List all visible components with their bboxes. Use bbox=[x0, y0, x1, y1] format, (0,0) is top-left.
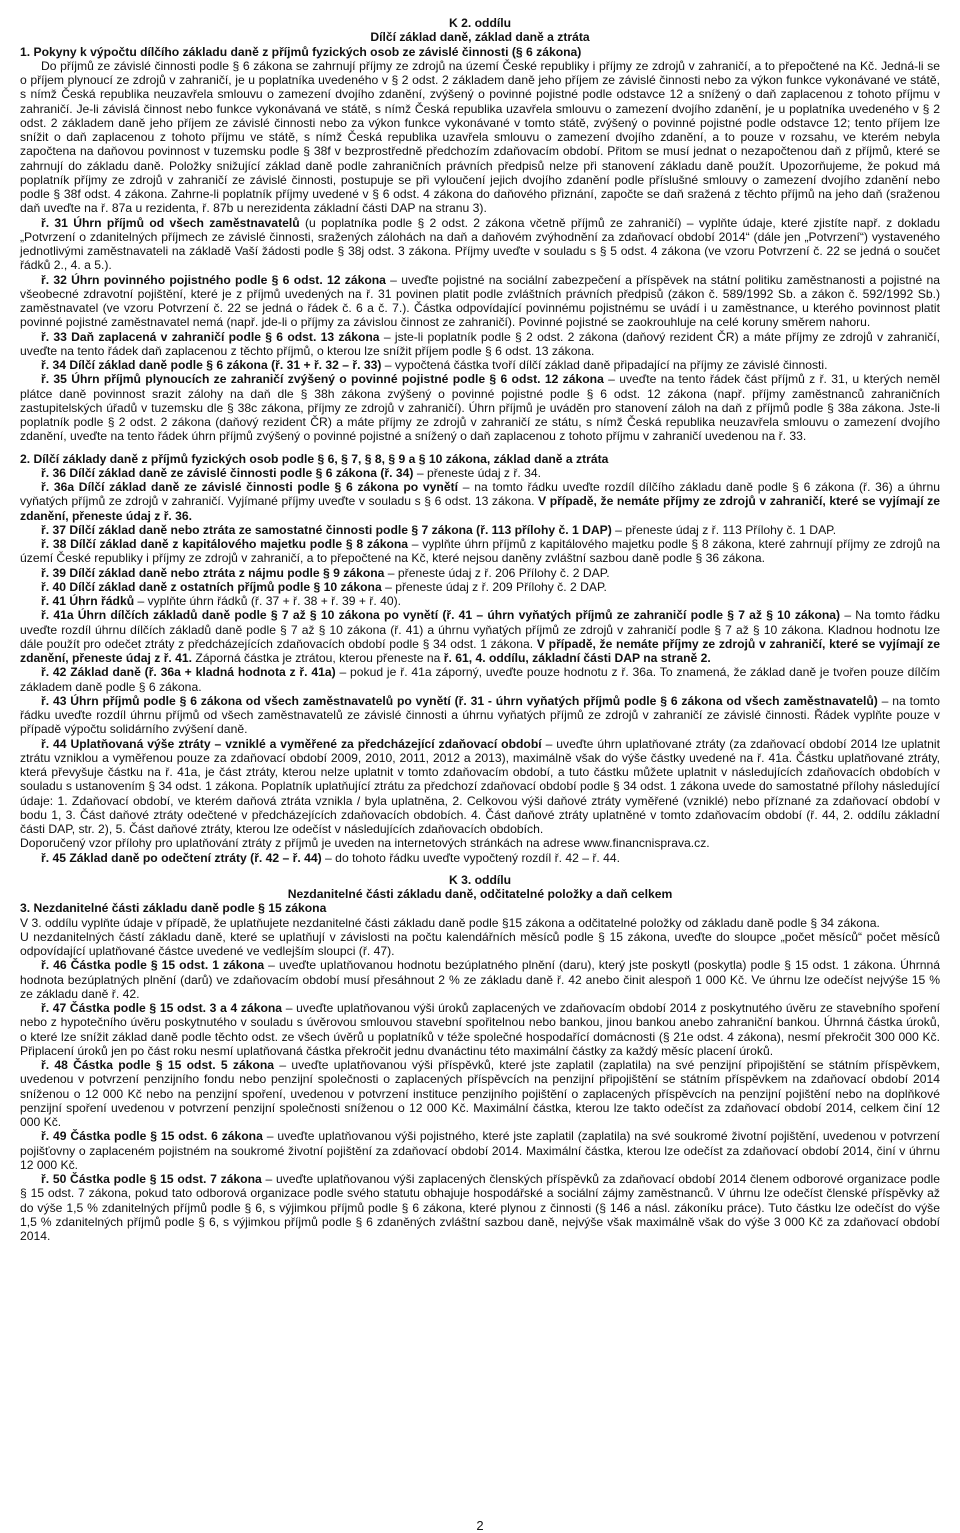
row-37-instruction bbox=[20, 523, 940, 537]
row-32-label: ř. 32 Úhrn povinného pojistného podle § 6 odst. 12 zákona bbox=[41, 272, 386, 287]
row-42-text: – pokud je ř. 41a záporný, uveďte pouze hodnotu z ř. 36a. To znamená, že základ daně je tvořen pouze dílčím základem daně podle § 6 zákona. bbox=[20, 665, 941, 694]
row-43-label: ř. 43 Úhrn příjmů podle § 6 zákona od všech zaměstnavatelů po vynětí (ř. 31 - úhrn vyňatých příjmů podle § 6 zákona od všech zaměstnavatelů) bbox=[41, 693, 878, 708]
row-41a-instruction bbox=[20, 608, 940, 665]
section-heading-k3: K 3. oddílu bbox=[448, 872, 512, 887]
row-45-label: ř. 45 Základ daně po odečtení ztráty (ř. 42 – ř. 44) bbox=[41, 850, 322, 865]
row-36a-instruction bbox=[20, 480, 940, 523]
row-37-text: – přeneste údaj z ř. 113 Přílohy č. 1 DAP. bbox=[611, 522, 837, 537]
row-37-label: ř. 37 Dílčí základ daně nebo ztráta ze samostatné činnosti podle § 7 zákona (ř. 113 přílohy č. 1 DAP) bbox=[41, 522, 612, 537]
row-48-text: – uveďte uplatňovanou výši příspěvků, které jste zaplatil (zaplatila) na své penzijní připojištění se státním příspěvkem, uvedenou v potvrzení penzijního fondu nebo penzijní společnosti o zaplacených příspěvcích na penzijní připojištění se státním příspěvkem na zdaňovací období 2014 sníženou o 12 000 Kč nebo na penzijní spoření, uvedenou v potvrzení instituce penzijního pojištění o zaplacených příspěvcích na penzijní pojištění nebo na doplňkové penzijní spoření uvedenou v potvrzení penzijní společnosti sníženou o 12 000 Kč. Maximální částka, kterou lze takto odečíst za zdaňovací období 2014, celkem činí 12 000 Kč. bbox=[20, 1058, 940, 1129]
row-45-instruction bbox=[20, 851, 940, 865]
row-31-text: (u poplatníka podle § 2 odst. 2 zákona včetně příjmů ze zahraničí) – vyplňte údaje, které zjistíte např. z dokladu „Potvrzení o zdanitelných příjmech ze závislé činnosti, sražených zálohách na daň a daňovém zvýhodnění za zdaňovací období 2014“ (dále jen „Potvrzení“) vystaveného jednotlivými zaměstnavateli na základě Vaší žádosti podle § 38j odst. 3 zákona. Příjmy uveďte v souladu s § 5 odst. 4 zákona (ve vzoru Potvrzení č. 22 se jedná o součet řádků 2., 4. a 5.). bbox=[20, 215, 940, 273]
row-46-label: ř. 46 Částka podle § 15 odst. 1 zákona bbox=[41, 958, 265, 973]
section-subheading-k2: Dílčí základ daně, základ daně a ztráta bbox=[370, 30, 590, 45]
row-36a-note: V případě, že nemáte příjmy ze zdrojů v zahraničí, které se vyjímají ze zdanění, přeneste údaj z ř. 36. bbox=[20, 494, 940, 523]
row-34-text: – vypočtená částka tvoří dílčí základ daně připadající na příjmy ze závislé činnosti. bbox=[381, 358, 828, 372]
row-50-label: ř. 50 Částka podle § 15 odst. 7 zákona bbox=[41, 1172, 262, 1186]
row-35-label: ř. 35 Úhrn příjmů plynoucích ze zahraničí zvýšený o povinné pojistné podle § 6 odst. 12 zákona bbox=[41, 372, 604, 387]
row-47-instruction bbox=[20, 1001, 940, 1058]
row-42-instruction bbox=[20, 665, 940, 694]
section-subheading-k3: Nezdanitelné části základu daně, odčitatelné položky a daň celkem bbox=[287, 887, 673, 901]
row-32-text: – uveďte pojistné na sociální zabezpečení a příspěvek na státní politiku zaměstnanosti a pojistné na všeobecné zdravotní pojištění, které je z příjmů uvedených na ř. 31 povinen platit podle zvláštních právních předpisů (zákon č. 589/1992 Sb. a zákon č. 592/1992 Sb.) zaměstnavatel (ve vzoru Potvrzení č. 22 se jedná o řádek č. 6 a č. 7.). Částka odpovídající povinnému pojistnému se uvádí i u zaměstnance, u kterého povinnost platit povinné pojistné zaměstnavatel nemá (např. jde-li o příjmy za závislou činnost ze zahraničí). Povinné pojistné se zaokrouhluje na celé koruny směrem nahoru. bbox=[20, 272, 940, 330]
row-36-instruction bbox=[20, 466, 940, 480]
page-number: 2 bbox=[476, 1518, 484, 1533]
row-35-instruction bbox=[20, 372, 940, 443]
row-44-instruction bbox=[20, 737, 940, 837]
row-41a-note: V případě, že nemáte příjmy ze zdrojů v zahraničí, které se vyjímají ze zdanění, přeneste údaj z ř. 41. bbox=[20, 636, 941, 665]
row-40-text: – přeneste údaj z ř. 209 Přílohy č. 2 DAP. bbox=[381, 579, 607, 594]
subsection-title-3: 3. Nezdanitelné části základu daně podle § 15 zákona bbox=[20, 901, 327, 916]
paragraph-k3-months: U nezdanitelných částí základu daně, které se uplatňují v závislosti na počtu kalendářních měsíců podle § 15 zákona, uveďte do sloupce „počet měsíců“ počet měsíců odpovídající uplatňované částce uvedené ve vedlejším sloupci (ř. 47). bbox=[20, 929, 940, 958]
subsection-title-1: 1. Pokyny k výpočtu dílčího základu daně z příjmů fyzických osob ze závislé činnosti (§ 6 zákona) bbox=[20, 44, 582, 59]
row-41a-label: ř. 41a Úhrn dílčích základů daně podle § 7 až § 10 zákona po vynětí (ř. 41 – úhrn vyňatých příjmů ze zahraničí podle § 7 až § 10 zákona) bbox=[41, 608, 841, 623]
paragraph-k3-intro: V 3. oddílu vyplňte údaje v případě, že uplatňujete nezdanitelné části základu daně podle §15 zákona a odčitatelné položky od základu daně podle § 34 zákona. bbox=[20, 915, 880, 930]
row-45-text: – do tohoto řádku uveďte vypočtený rozdíl ř. 42 – ř. 44. bbox=[321, 850, 621, 865]
row-33-label: ř. 33 Daň zaplacená v zahraničí podle § 6 odst. 13 zákona bbox=[41, 329, 380, 344]
row-49-label: ř. 49 Částka podle § 15 odst. 6 zákona bbox=[41, 1129, 263, 1144]
row-49-instruction bbox=[20, 1129, 940, 1172]
row-50-instruction bbox=[20, 1172, 940, 1243]
row-49-text: – uveďte uplatňovanou výši pojistného, které jste zaplatil (zaplatila) na své soukromé životní pojištění, uvedenou v potvrzení pojišťovny o zaplaceném pojistném na soukromé životní pojištění za zdaňovací období 2014. Maximální částka, kterou lze odečíst za zdaňovací období 2014, činí v úhrnu 12 000 Kč. bbox=[20, 1129, 940, 1172]
row-39-label: ř. 39 Dílčí základ daně nebo ztráta z nájmu podle § 9 zákona bbox=[41, 565, 385, 580]
row-48-instruction bbox=[20, 1058, 940, 1129]
row-46-text: – uveďte uplatňovanou hodnotu bezúplatného plnění (daru), který jste poskytl (poskytla) podle § 15 odst. 1 zákona. Úhrnná hodnota bezúplatných plnění (darů) ve zdaňovacím období musí přesáhnout 2 % ze základu daně ř. 42 anebo činit alespoň 1 000 Kč. Ve úhrnu lze odečíst nejvýše 15 % ze základu daně ř. 42. bbox=[20, 958, 941, 1001]
row-38-text: – vyplňte úhrn příjmů z kapitálového majetku podle § 8 zákona, které zahrnují příjmy ze zdrojů na území České republiky i příjmy ze zdrojů v zahraničí, a to přepočtené na Kč, které nejsou daněny zvláštní sazbou daně podle § 36 zákona. bbox=[20, 537, 940, 566]
row-34-instruction bbox=[20, 358, 940, 372]
row-31-instruction bbox=[20, 216, 940, 273]
row-50-text: – uveďte uplatňovanou výši zaplacených členských příspěvků za zdaňovací období 2014 členem odborové organizace podle § 15 odst. 7 zákona, pokud tato odborová organizace podle svého statutu obhajuje hospodářské a sociální zájmy zaměstnanců. V úhrnu lze odečíst členské příspěvky až do výše 1,5 % zdanitelných příjmů podle § 6, s výjimkou příjmů podle § 6 zákona, které plynou z činnosti (§ 146 a násl. zákoníku práce). Tuto částku lze odečíst do výše 1,5 % zdanitelných příjmů podle § 6, s výjimkou příjmů podle § 6 zdaněných zvláštní sazbou daně, nejvýše však maximálně však do výše 3 000 Kč za zdaňovací období 2014. bbox=[20, 1172, 940, 1243]
row-38-label: ř. 38 Dílčí základ daně z kapitálového majetku podle § 8 zákona bbox=[41, 537, 409, 551]
row-41-label: ř. 41 Úhrn řádků bbox=[41, 594, 135, 608]
row-36-text: – přeneste údaj z ř. 34. bbox=[413, 465, 542, 480]
row-43-text: – na tomto řádku uveďte rozdíl úhrnu příjmů od všech zaměstnavatelů ze závislé činnosti a úhrnu vyňatých příjmů ze zdrojů v zahraničí ze závislé činnosti. Řádek vyplňte pouze v případě výpočtu solidárního zvýšení daně. bbox=[20, 693, 940, 737]
row-41a-note-2: ř. 61, 4. oddílu, základní části DAP na straně 2. bbox=[443, 651, 711, 665]
row-36a-label: ř. 36a Dílčí základ daně ze závislé činnosti podle § 6 zákona po vynětí bbox=[41, 480, 459, 494]
row-39-text: – přeneste údaj z ř. 206 Přílohy č. 2 DAP. bbox=[384, 565, 610, 580]
row-31-label: ř. 31 Úhrn příjmů od všech zaměstnavatelů bbox=[41, 215, 300, 230]
paragraph-income-intro: Do příjmů ze závislé činnosti podle § 6 zákona se zahrnují příjmy ze zdrojů na území České republiky i příjmy ze zdrojů v zahraničí, a to přepočtené na Kč. Jedná-li se o příjem plynoucí ze zdrojů v zahraničí, je u poplatníka uvedeného v § 2 odst. 2 základem daně jeho příjem ze závislé činnosti nebo za výkon funkce vykonávané ve státě, s nímž Česká republika neuzavřela smlouvu o zamezení dvojího zdanění, zvýšený o povinné pojistné podle odstavce 12 a snížený o daň zaplacenou z tohoto příjmu v zahraničí. Je-li závislá činnost nebo funkce vykonávaná ve státě, s nímž Česká republika uzavřela smlouvu o zamezení dvojího zdanění, je u poplatníka uvedeného v § 2 odst. 2 základem daně jeho příjem ze závislé činnosti nebo za výkon funkce vykonávané v tomto státě, zvýšený o povinné pojistné podle odstavce 12; tento příjem lze snížit o daň zaplacenou z tohoto příjmu ve státě, s nímž Česká republika uzavřela smlouvu o zamezení dvojího zdanění, a to pouze v rozsahu, ve kterém nebyla započtena na daňovou povinnost v tuzemsku podle § 38f v bezprostředně předchozím zdaňovacím období. Přitom se musí jednat o nezapočtenou daň z příjmů, které se zahrnují do základu daně. Položky snižující základ daně podle zahraničních právních předpisů nelze při stanovení základu daně použít. Upozorňujeme, že pokud má poplatník příjmy ze zdrojů v zahraničí ze závislé činnosti, postupuje se při vyloučení jejich dvojího zdanění podle příslušné smlouvy o zamezení dvojího zdanění nebo podle § 38f odst. 4 zákona. Zahrne-li poplatník příjmy uvedené v § 6 odst. 4 zákona do daňového přiznání, započte se daň sražená z těchto příjmů na jeho daň (sraženou daň uveďte na ř. 87a u rezidenta, ř. 87b u nerezidenta základní části DAP na stranu 3). bbox=[20, 58, 940, 216]
row-32-instruction bbox=[20, 273, 940, 330]
row-40-label: ř. 40 Dílčí základ daně z ostatních příjmů podle § 10 zákona bbox=[41, 579, 382, 594]
row-40-instruction bbox=[20, 580, 940, 594]
row-36-label: ř. 36 Dílčí základ daně ze závislé činnosti podle § 6 zákona (ř. 34) bbox=[41, 465, 414, 480]
row-44-template-note: Doporučený vzor přílohy pro uplatňování ztráty z příjmů je uveden na internetových stránkách na adrese www.financnisprava.cz. bbox=[20, 836, 710, 851]
row-47-text: – uveďte uplatňovanou výši úroků zaplacených ve zdaňovacím období 2014 z poskytnutého úvěru ze stavebního spoření nebo z hypotečního úvěru poskytnutého v souladu s úvěrovou smlouvou stavební spořitelnou nebo bankou, jinou bankou anebo zahraniční bankou. Úhrnná částka úroků, o které lze snížit základ daně podle těchto odst. ze všech úvěrů u poplatníků v téže společné hospodařící domácnosti (§ 21e odst. 4 zákona), nesmí překročit 300 000 Kč. Připlacení úroků jen po část roku nesmí uplatňovaná částka překročit jednu dvanáctinu této maximální částky za každý měsíc placení úroků. bbox=[20, 1001, 940, 1058]
row-34-label: ř. 34 Dílčí základ daně podle § 6 zákona (ř. 31 + ř. 32 – ř. 33) bbox=[41, 358, 382, 372]
row-44-label: ř. 44 Uplatňovaná výše ztráty – vzniklé a vyměřené za předcházející zdaňovací období bbox=[41, 736, 542, 751]
row-36a-text: – na tomto řádku uveďte rozdíl dílčího základu daně podle § 6 zákona (ř. 36) a úhrnu vyňatých příjmů ze zdrojů v zahraničí. Vyjímané příjmy uveďte v souladu s § 6 odst. 13 zákona. bbox=[20, 480, 940, 509]
row-42-label: ř. 42 Základ daně (ř. 36a + kladná hodnota z ř. 41a) bbox=[41, 665, 336, 680]
row-35-text: – uveďte na tento řádek část příjmů z ř. 31, u kterých neměl plátce daně povinnost srazit zálohy na daň dle § 38h zákona zvýšený o povinné pojistné podle § 6 odst. 12 zákona (např. příjmy zaměstnanců zahraničních zastupitelských úřadů v tuzemsku dle § 38c zákona, příjmy ze zdrojů v zahraničí). Úhrn příjmů je uváděn pro stanovení záloh na daň z příjmů podle § 38a zákona. Jste-li poplatník podle § 2 odst. 2 zákona (daňový rezident ČR) a máte příjmy ze zdrojů v zahraničí ze státu, s nímž Česká republika neuzavřela smlouvu o zamezení dvojího zdanění, uveďte na tento řádek úhrn příjmů zvýšený o povinné pojistné a snížený o daň zaplacenou z tohoto příjmu v zahraničí uvedenou na ř. 33. bbox=[20, 372, 941, 444]
row-41-instruction bbox=[20, 594, 940, 608]
row-33-instruction bbox=[20, 330, 940, 359]
row-41a-text: – Na tomto řádku uveďte rozdíl úhrnu dílčích základů daně podle § 7 až § 10 zákona (ř. 41) a úhrnu vyňatých příjmů ze zdrojů v zahraničí podle § 7 až § 10 zákona. Kladnou hodnotu lze dále použít pro odečet ztráty z předcházejících zdaňovacích období podle § 34 odst. 1 zákona. bbox=[20, 608, 940, 651]
row-48-label: ř. 48 Částka podle § 15 odst. 5 zákona bbox=[41, 1058, 275, 1072]
row-46-instruction bbox=[20, 958, 940, 1001]
row-38-instruction bbox=[20, 537, 940, 566]
row-43-instruction bbox=[20, 694, 940, 737]
section-heading-k2: K 2. oddílu bbox=[448, 16, 512, 30]
row-47-label: ř. 47 Částka podle § 15 odst. 3 a 4 zákona bbox=[41, 1001, 283, 1015]
subsection-title-2: 2. Dílčí základy daně z příjmů fyzických osob podle § 6, § 7, § 8, § 9 a § 10 zákona, základ daně a ztráta bbox=[20, 451, 609, 466]
instructions-page bbox=[20, 16, 940, 1243]
row-44-text: – uveďte úhrn uplatňované ztráty (za zdaňovací období 2014 lze uplatnit ztrátu vzniklou a vyměřenou pouze za zdaňovací období 2009, 2010, 2011, 2012 a 2013), maximálně však do výše částky uvedené na ř. 41a. Částku uplatňované ztráty, která převyšuje částku na ř. 41a, je část ztráty, kterou nelze uplatnit v tomto zdaňovacím období, a tuto částku můžete uplatnit v následujících zdaňovacích obdobích v souladu s ustanovením § 34 odst. 1 zákona. Poplatník uplatňující ztrátu za předchozí zdaňovací období podle § 34 odst. 1 zákona uvede do samostatné přílohy následující údaje: 1. Zdaňovací období, ve kterém daňová ztráta vznikla / byla uplatněna, 2. Celkovou výši daňové ztráty vyměřené (vzniklé) nebo příznané za zdaňovací období v bodu 1, 3. Část daňové ztráty odečtené v předcházejících zdaňovacích obdobích. 4. Část daňové ztráty uplatněné v tomto zdaňovacím období (ř. 44, 2. oddílu základní části DAP, str. 2), 5. Část daňové ztráty, kterou lze odečíst v následujících zdaňovacích obdobích. bbox=[20, 736, 940, 836]
row-33-text: – jste-li poplatník podle § 2 odst. 2 zákona (daňový rezident ČR) a máte příjmy ze zdrojů v zahraničí, uveďte na tento řádek daň zaplacenou z těchto příjmů, o kterou lze snížit příjem podle § 6 odst. 13 zákona. bbox=[20, 329, 940, 358]
row-41a-text-2: Záporná částka je ztrátou, kterou přeneste na bbox=[192, 651, 444, 665]
row-41-text: – vyplňte úhrn řádků (ř. 37 + ř. 38 + ř. 39 + ř. 40). bbox=[134, 594, 402, 608]
row-39-instruction bbox=[20, 566, 940, 580]
